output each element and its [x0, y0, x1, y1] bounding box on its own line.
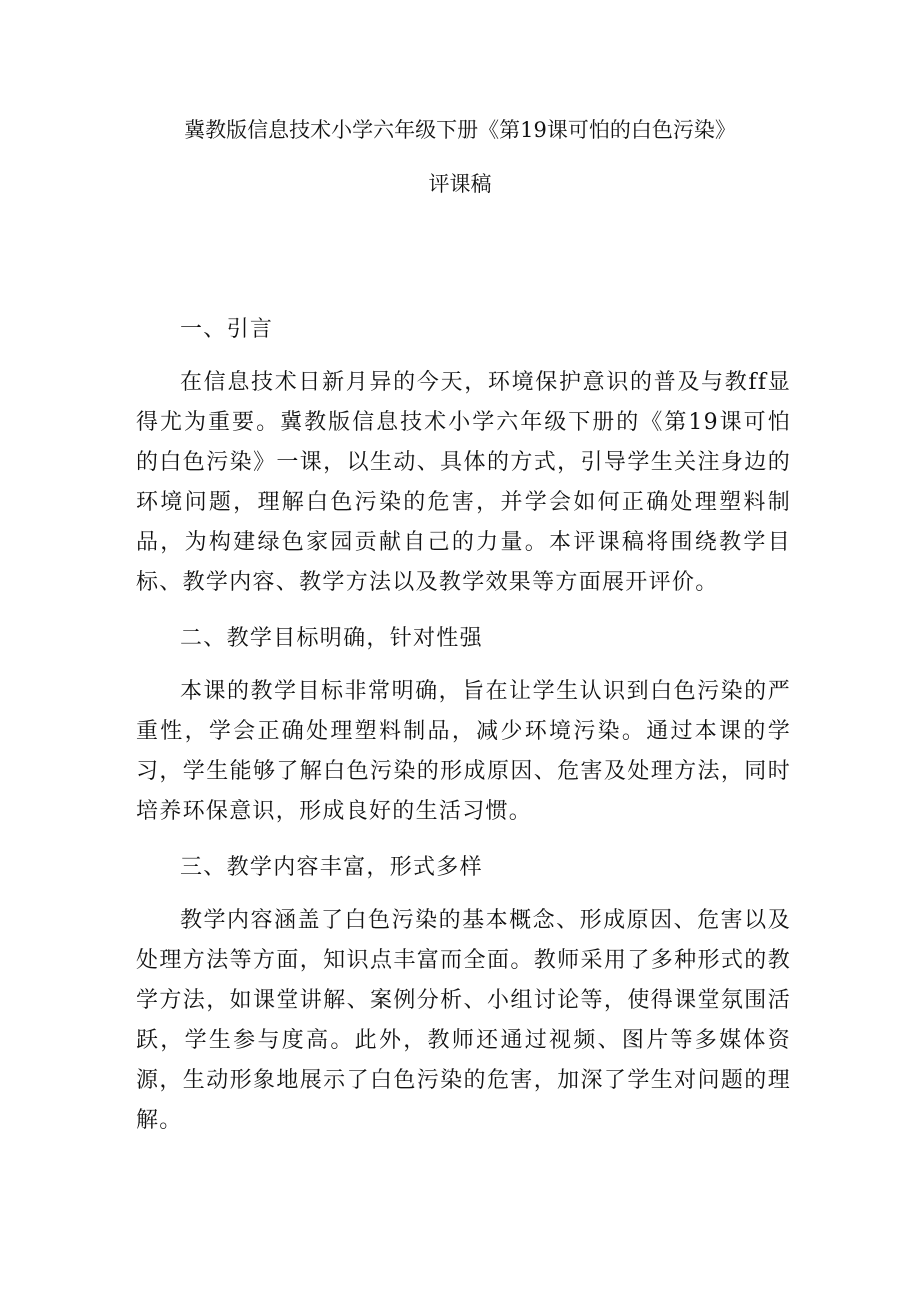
document-title: 冀教版信息技术小学六年级下册《第19课可怕的白色污染》	[184, 118, 736, 142]
section-heading-introduction: 一、引言	[180, 317, 274, 342]
section-paragraph-teaching-goals: 本课的教学目标非常明确，旨在让学生认识到白色污染的严重性，学会正确处理塑料制品，减少环境污染。通过本课的学习，学生能够了解白色污染的形成原因、危害及处理方法，同时培养环保意识，形成良好的生活习惯。	[136, 679, 791, 824]
section-heading-teaching-content: 三、教学内容丰富，形式多样	[180, 855, 483, 880]
document-subtitle: 评课稿	[428, 172, 492, 196]
section-paragraph-teaching-content: 教学内容涵盖了白色污染的基本概念、形成原因、危害以及处理方法等方面，知识点丰富而全面。教师采用了多种形式的教学方法，如课堂讲解、案例分析、小组讨论等，使得课堂氛围活跃，学生参与度高。此外，教师还通过视频、图片等多媒体资源，生动形象地展示了白色污染的危害，加深了学生对问题的理解。	[136, 908, 791, 1133]
section-heading-teaching-goals: 二、教学目标明确，针对性强	[180, 626, 483, 651]
document-body	[136, 310, 791, 1141]
section-paragraph-introduction: 在信息技术日新月异的今天，环境保护意识的普及与教ff显得尤为重要。冀教版信息技术小学六年级下册的《第19课可怕的白色污染》一课，以生动、具体的方式，引导学生关注身边的环境问题，理解白色污染的危害，并学会如何正确处理塑料制品，为构建绿色家园贡献自己的力量。本评课稿将围绕教学目标、教学内容、教学方法以及教学效果等方面展开评价。	[136, 370, 791, 595]
